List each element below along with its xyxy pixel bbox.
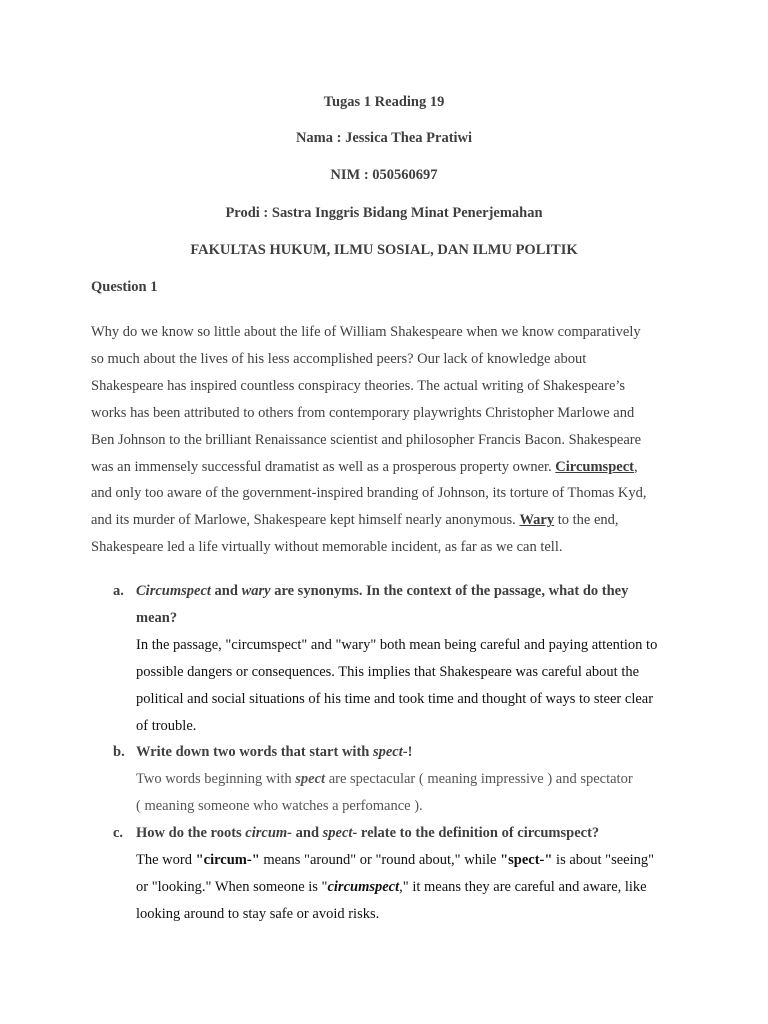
question-text <box>136 820 696 847</box>
answer-line <box>136 766 696 793</box>
passage-text: to the end, <box>554 512 619 529</box>
list-item <box>0 820 768 928</box>
italic-term: spect <box>372 744 403 761</box>
passage-line: Shakespeare has inspired countless conspiracy theories. The actual writing of Shakespeare’s <box>91 377 626 394</box>
passage-line: works has been attributed to others from contemporary playwrights Christopher Marlowe and <box>91 404 635 421</box>
answer-fragment: is about "seeing" <box>552 852 655 869</box>
answer-line: ( meaning someone who watches a perfomance ). <box>136 798 423 815</box>
italic-term: wary <box>241 583 271 599</box>
study-program: Prodi : Sastra Inggris Bidang Minat Penerjemahan <box>225 205 543 221</box>
list-item <box>0 578 768 739</box>
passage-line <box>91 507 691 534</box>
passage-line <box>91 454 691 481</box>
answer-line <box>136 847 696 874</box>
faculty-name: FAKULTAS HUKUM, ILMU SOSIAL, DAN ILMU POLITIK <box>190 242 578 258</box>
italic-term: spect- <box>322 825 358 842</box>
question-text: mean? <box>136 609 178 626</box>
question-text <box>136 578 696 605</box>
document-title: Tugas 1 Reading 19 <box>323 94 445 110</box>
italic-term: spect <box>295 771 326 788</box>
italic-term: circum- <box>245 825 293 842</box>
passage-line: Shakespeare led a life virtually without memorable incident, as far as we can tell. <box>91 539 563 556</box>
vocab-word-circumspect: Circumspect <box>555 458 634 475</box>
list-marker: a. <box>113 583 124 599</box>
list-item <box>0 739 768 820</box>
answer-line: of trouble. <box>136 717 197 734</box>
passage-line: Why do we know so little about the life of William Shakespeare when we know comparatively <box>91 324 641 340</box>
italic-term: Circumspect <box>136 583 211 599</box>
question-fragment: and <box>292 825 323 842</box>
bold-term: "circum-" <box>195 852 260 869</box>
passage-line: so much about the lives of his less accomplished peers? Our lack of knowledge about <box>91 350 587 367</box>
answer-fragment: means "around" or "round about," while <box>259 852 501 869</box>
bold-term: "spect-" <box>500 852 553 869</box>
question-fragment: and <box>210 583 242 599</box>
answer-fragment: or "looking." When someone is " <box>136 878 328 895</box>
answer-fragment: ," it means they are careful and aware, like <box>399 878 647 895</box>
passage-line: Ben Johnson to the brilliant Renaissance scientist and philosopher Francis Bacon. Shakespeare <box>91 431 642 448</box>
answer-fragment: are spectacular ( meaning impressive ) and spectator <box>325 771 633 788</box>
answer-fragment: Two words beginning with <box>136 771 296 788</box>
question-fragment: Write down two words that start with <box>136 744 373 761</box>
question-heading: Question 1 <box>91 279 158 295</box>
student-name: Nama : Jessica Thea Pratiwi <box>295 130 473 146</box>
question-fragment: are synonyms. In the context of the passage, what do they <box>270 583 629 599</box>
answer-line: possible dangers or consequences. This implies that Shakespeare was careful about the <box>136 663 640 680</box>
passage-text: and its murder of Marlowe, Shakespeare kept himself nearly anonymous. <box>91 512 520 529</box>
list-marker: b. <box>113 744 125 761</box>
answer-fragment: The word <box>136 852 196 869</box>
passage-text: was an immensely successful dramatist as well as a prosperous property owner. <box>91 458 556 475</box>
question-fragment: How do the roots <box>136 825 246 842</box>
list-marker: c. <box>113 825 124 842</box>
question-fragment: relate to the definition of circumspect? <box>357 825 600 842</box>
passage-line: and only too aware of the government-inspired branding of Johnson, its torture of Thomas Kyd, <box>91 485 647 502</box>
answer-line <box>136 874 696 901</box>
answer-line: In the passage, "circumspect" and "wary" both mean being careful and paying attention to <box>136 636 658 653</box>
bold-italic-term: circumspect <box>327 878 400 895</box>
student-nim: NIM : 050560697 <box>330 167 438 183</box>
question-text <box>136 739 696 766</box>
question-list <box>0 578 768 928</box>
passage-text: , <box>633 458 638 475</box>
question-fragment: -! <box>402 744 413 761</box>
reading-passage <box>91 319 691 561</box>
vocab-word-wary: Wary <box>519 512 555 529</box>
answer-line: political and social situations of his time and took time and thought of ways to steer clear <box>136 690 654 707</box>
answer-line: looking around to stay safe or avoid risks. <box>136 905 380 922</box>
